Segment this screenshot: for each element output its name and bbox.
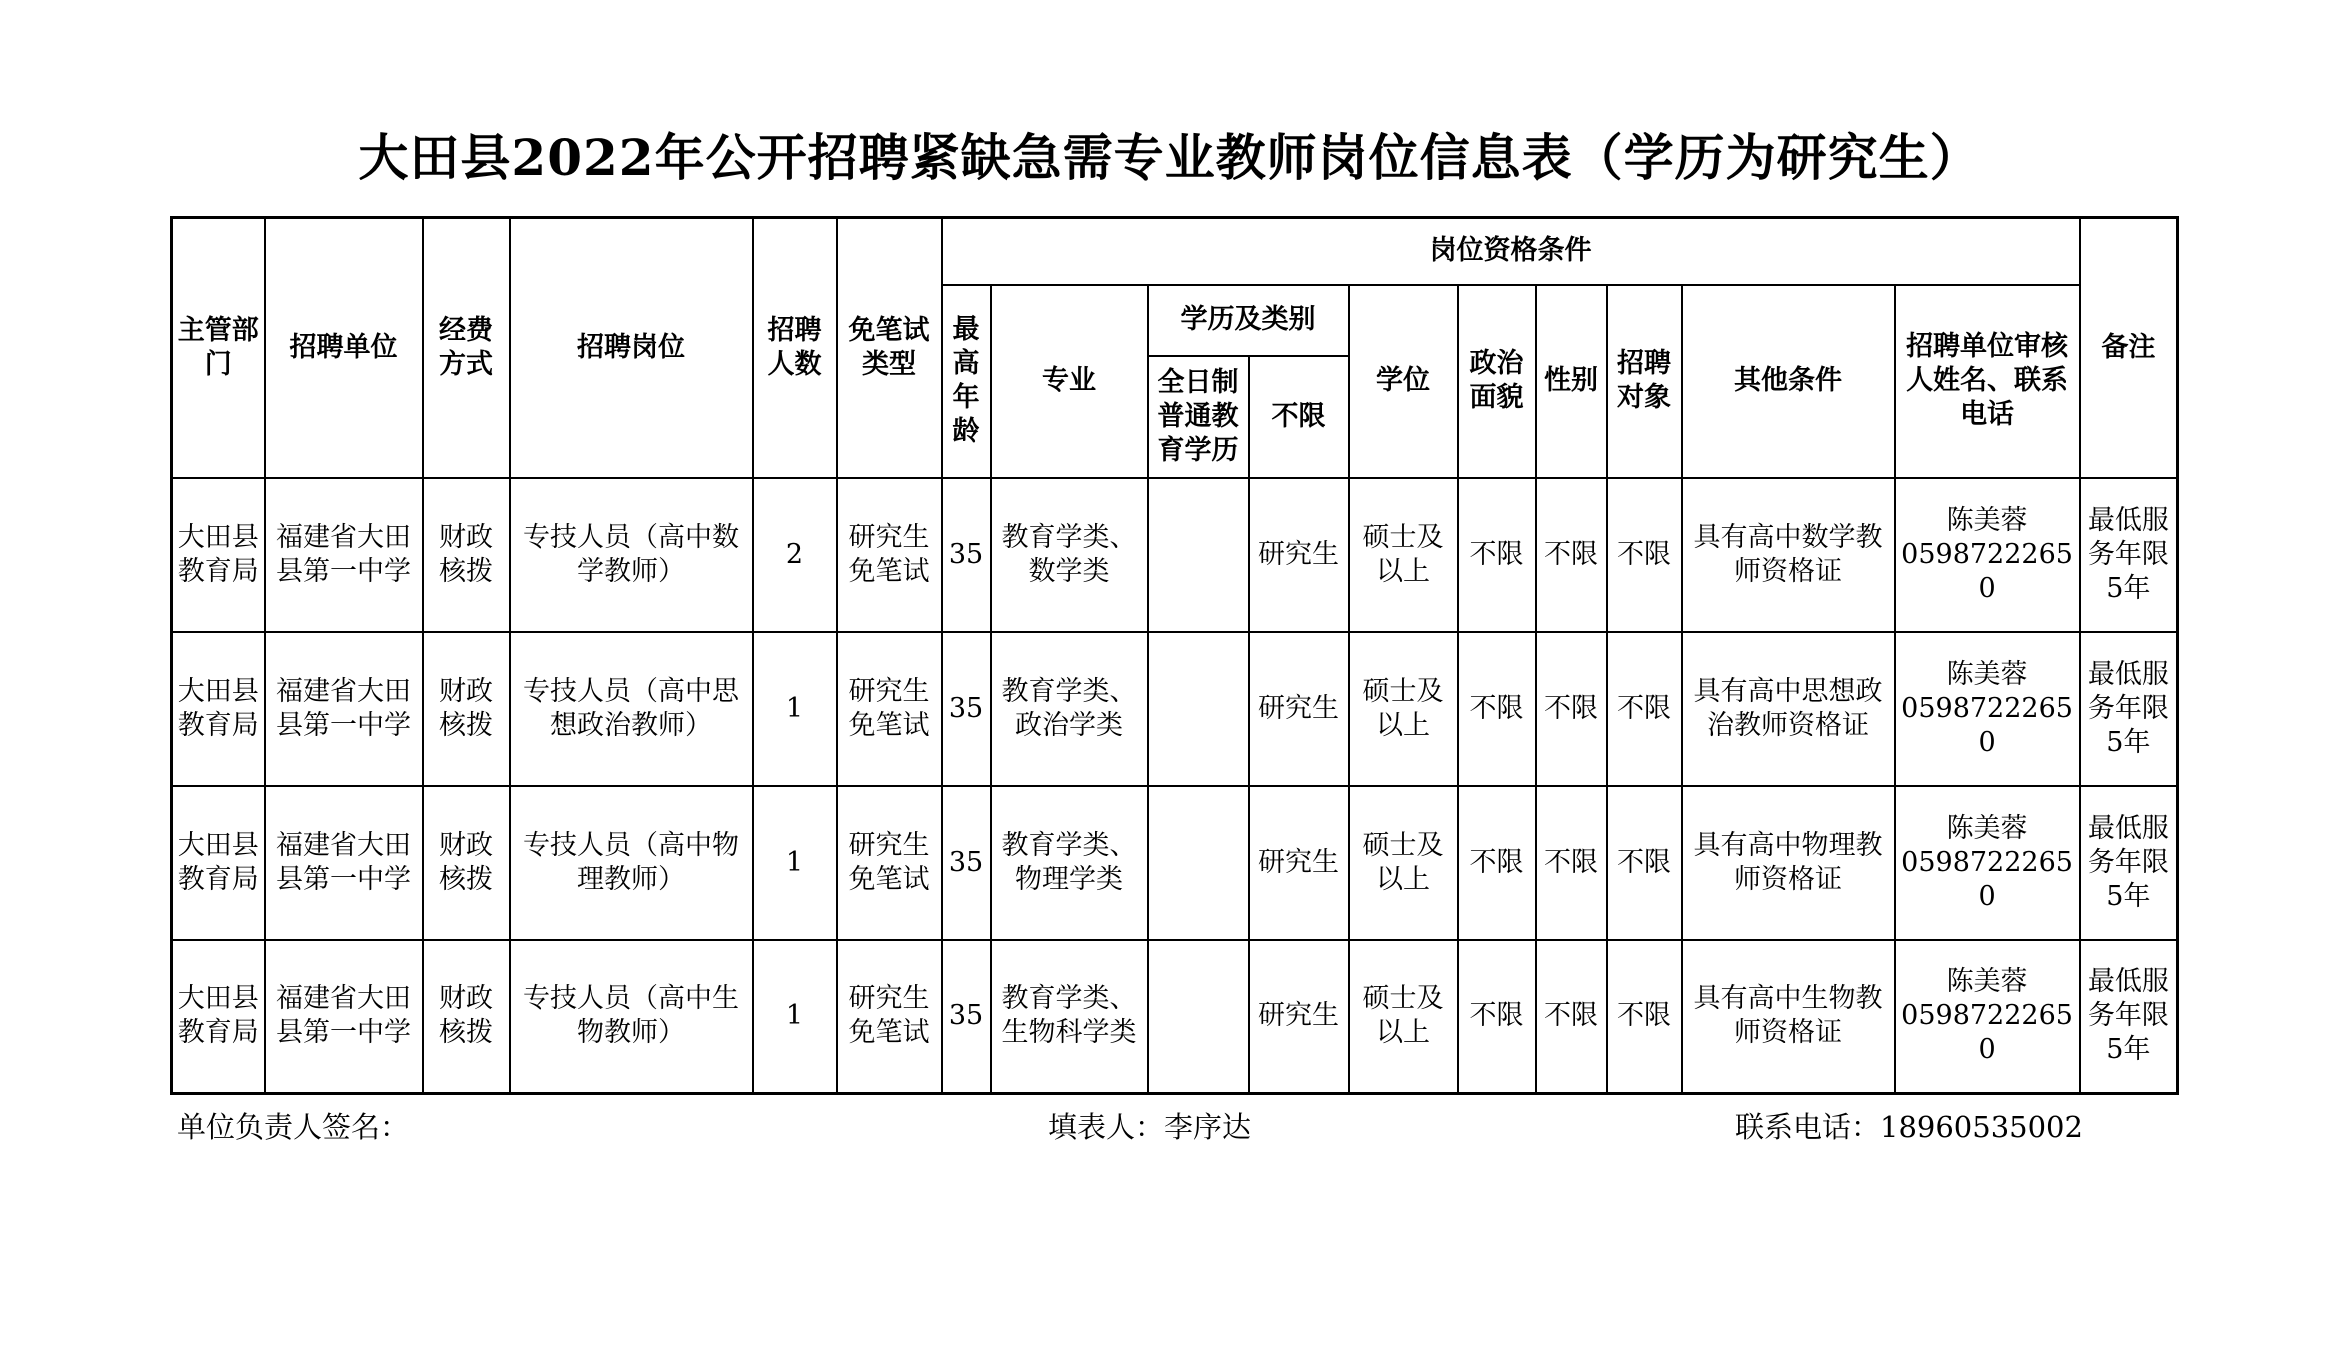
- reviewer-phone: 05987222650: [1901, 1000, 2073, 1066]
- table-row: [172, 632, 2178, 786]
- cell-unit: 福建省大田县第一中学: [265, 632, 423, 786]
- header-exam-type: 免笔试类型: [837, 218, 942, 478]
- cell-fulltime: [1148, 478, 1249, 632]
- cell-dept: 大田县教育局: [172, 632, 265, 786]
- cell-max-age: 35: [942, 632, 991, 786]
- cell-unit: 福建省大田县第一中学: [265, 940, 423, 1094]
- reviewer-name: 陈美蓉: [1946, 812, 2028, 844]
- cell-exam-type: 研究生免笔试: [837, 940, 942, 1094]
- table-row: [172, 786, 2178, 940]
- header-degree: 学位: [1349, 285, 1458, 478]
- cell-max-age: 35: [942, 478, 991, 632]
- header-gender: 性别: [1536, 285, 1607, 478]
- cell-funding: 财政核拨: [423, 478, 510, 632]
- footer-signature: 单位负责人签名：: [177, 1110, 410, 1144]
- header-count: 招聘人数: [753, 218, 837, 478]
- cell-remark: 最低服务年限5年: [2080, 786, 2178, 940]
- cell-remark: 最低服务年限5年: [2080, 478, 2178, 632]
- header-reviewer: 招聘单位审核人姓名、联系电话: [1895, 285, 2080, 478]
- header-unlimited: 不限: [1249, 356, 1349, 478]
- reviewer-name: 陈美蓉: [1946, 658, 2028, 690]
- cell-major: 教育学类、生物科学类: [991, 940, 1148, 1094]
- cell-funding: 财政核拨: [423, 940, 510, 1094]
- cell-gender: 不限: [1536, 786, 1607, 940]
- cell-gender: 不限: [1536, 940, 1607, 1094]
- cell-count: 1: [753, 786, 837, 940]
- cell-major: 教育学类、数学类: [991, 478, 1148, 632]
- reviewer-phone: 05987222650: [1901, 846, 2073, 912]
- table-row: [172, 478, 2178, 632]
- cell-unlimited: 研究生: [1249, 940, 1349, 1094]
- reviewer-name: 陈美蓉: [1946, 966, 2028, 998]
- cell-political: 不限: [1458, 940, 1536, 1094]
- cell-remark: 最低服务年限5年: [2080, 940, 2178, 1094]
- cell-unlimited: 研究生: [1249, 786, 1349, 940]
- header-unit: 招聘单位: [265, 218, 423, 478]
- header-target: 招聘对象: [1607, 285, 1682, 478]
- cell-target: 不限: [1607, 940, 1682, 1094]
- cell-exam-type: 研究生免笔试: [837, 632, 942, 786]
- cell-other: 具有高中数学教师资格证: [1682, 478, 1895, 632]
- cell-funding: 财政核拨: [423, 632, 510, 786]
- header-political: 政治面貌: [1458, 285, 1536, 478]
- cell-major: 教育学类、政治学类: [991, 632, 1148, 786]
- cell-fulltime: [1148, 632, 1249, 786]
- cell-unit: 福建省大田县第一中学: [265, 478, 423, 632]
- footer-phone: 联系电话：18960535002: [1735, 1110, 2083, 1144]
- cell-target: 不限: [1607, 478, 1682, 632]
- cell-reviewer: [1895, 478, 2080, 632]
- header-row: [172, 218, 2178, 285]
- header-qualifications: 岗位资格条件: [942, 218, 2080, 285]
- cell-funding: 财政核拨: [423, 786, 510, 940]
- cell-gender: 不限: [1536, 478, 1607, 632]
- cell-degree: 硕士及以上: [1349, 786, 1458, 940]
- cell-post: 专技人员（高中数学教师）: [510, 478, 753, 632]
- page-title: 大田县2022年公开招聘紧缺急需专业教师岗位信息表（学历为研究生）: [358, 128, 1981, 187]
- header-post: 招聘岗位: [510, 218, 753, 478]
- cell-dept: 大田县教育局: [172, 478, 265, 632]
- cell-political: 不限: [1458, 478, 1536, 632]
- cell-post: 专技人员（高中思想政治教师）: [510, 632, 753, 786]
- header-other: 其他条件: [1682, 285, 1895, 478]
- cell-unlimited: 研究生: [1249, 632, 1349, 786]
- table-row: [172, 940, 2178, 1094]
- cell-political: 不限: [1458, 786, 1536, 940]
- cell-dept: 大田县教育局: [172, 786, 265, 940]
- cell-fulltime: [1148, 786, 1249, 940]
- cell-count: 1: [753, 940, 837, 1094]
- cell-exam-type: 研究生免笔试: [837, 786, 942, 940]
- cell-reviewer: [1895, 632, 2080, 786]
- cell-other: 具有高中思想政治教师资格证: [1682, 632, 1895, 786]
- reviewer-name: 陈美蓉: [1946, 504, 2028, 536]
- cell-degree: 硕士及以上: [1349, 632, 1458, 786]
- header-education: 学历及类别: [1148, 285, 1349, 356]
- footer-filler: 填表人：李序达: [1048, 1110, 1252, 1144]
- cell-max-age: 35: [942, 786, 991, 940]
- cell-target: 不限: [1607, 632, 1682, 786]
- cell-unlimited: 研究生: [1249, 478, 1349, 632]
- cell-unit: 福建省大田县第一中学: [265, 786, 423, 940]
- cell-count: 1: [753, 632, 837, 786]
- cell-dept: 大田县教育局: [172, 940, 265, 1094]
- header-max-age: 最高年龄: [942, 285, 991, 478]
- positions-table: [170, 216, 2179, 1095]
- cell-reviewer: [1895, 786, 2080, 940]
- cell-max-age: 35: [942, 940, 991, 1094]
- cell-major: 教育学类、物理学类: [991, 786, 1148, 940]
- cell-other: 具有高中物理教师资格证: [1682, 786, 1895, 940]
- cell-degree: 硕士及以上: [1349, 940, 1458, 1094]
- cell-gender: 不限: [1536, 632, 1607, 786]
- cell-reviewer: [1895, 940, 2080, 1094]
- header-remark: 备注: [2080, 218, 2178, 478]
- cell-post: 专技人员（高中物理教师）: [510, 786, 753, 940]
- cell-remark: 最低服务年限5年: [2080, 632, 2178, 786]
- header-major: 专业: [991, 285, 1148, 478]
- header-fulltime: 全日制普通教育学历: [1148, 356, 1249, 478]
- header-dept: 主管部门: [172, 218, 265, 478]
- cell-other: 具有高中生物教师资格证: [1682, 940, 1895, 1094]
- reviewer-phone: 05987222650: [1901, 538, 2073, 604]
- reviewer-phone: 05987222650: [1901, 692, 2073, 758]
- cell-target: 不限: [1607, 786, 1682, 940]
- cell-degree: 硕士及以上: [1349, 478, 1458, 632]
- cell-post: 专技人员（高中生物教师）: [510, 940, 753, 1094]
- cell-count: 2: [753, 478, 837, 632]
- header-funding: 经费方式: [423, 218, 510, 478]
- cell-exam-type: 研究生免笔试: [837, 478, 942, 632]
- cell-fulltime: [1148, 940, 1249, 1094]
- cell-political: 不限: [1458, 632, 1536, 786]
